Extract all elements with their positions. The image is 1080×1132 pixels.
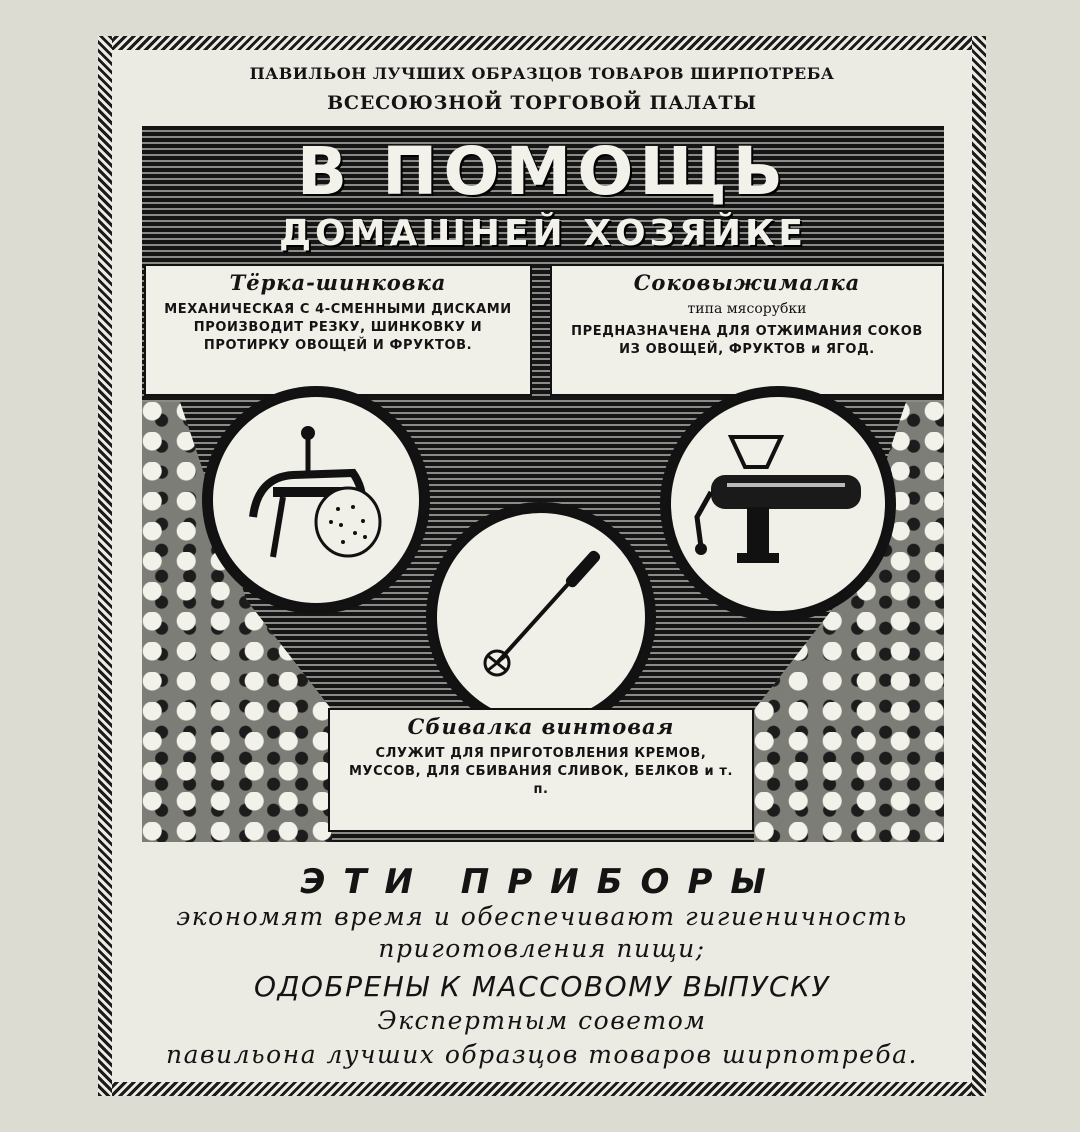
- product-subtitle: типа мясорубки: [687, 301, 807, 317]
- decorative-border-right: [972, 36, 986, 1096]
- grater-illustration: [210, 394, 422, 606]
- illustration-panel: [142, 126, 944, 842]
- poster-title: В ПОМОЩЬ: [296, 133, 790, 210]
- decorative-border-bottom: [98, 1082, 986, 1096]
- product-description: МЕХАНИЧЕСКАЯ С 4-СМЕННЫМИ ДИСКАМИ ПРОИЗВОДИТ РЕЗКУ, ШИНКОВКУ И ПРОТИРКУ ОВОЩЕЙ И ФРУКТОВ.: [164, 302, 512, 353]
- product-name: Тёрка-шинковка: [229, 270, 447, 295]
- footer-headline: ЭТИ ПРИБОРЫ: [300, 862, 784, 902]
- footer-line-3: ОДОБРЕНЫ К МАССОВОМУ ВЫПУСКУ: [254, 970, 830, 1003]
- footer-line-1: экономят время и обеспечивают гигиеничность: [176, 902, 908, 931]
- decorative-border-left: [98, 36, 112, 1096]
- whisk-icon: [437, 513, 645, 721]
- product-name: Сбивалка винтовая: [407, 714, 675, 739]
- poster-subtitle: ДОМАШНЕЙ ХОЗЯЙКЕ: [278, 213, 807, 254]
- header-line-1: ПАВИЛЬОН ЛУЧШИХ ОБРАЗЦОВ ТОВАРОВ ШИРПОТРЕБА: [249, 64, 835, 83]
- juicer-icon: [671, 397, 885, 611]
- product-description: ПРЕДНАЗНАЧЕНА ДЛЯ ОТЖИМАНИЯ СОКОВ ИЗ ОВОЩЕЙ, ФРУКТОВ и ЯГОД.: [571, 324, 923, 357]
- grater-icon: [213, 397, 419, 603]
- footer-line-4: Экспертным советом: [377, 1006, 707, 1035]
- decorative-border-top: [98, 36, 986, 50]
- footer-line-2: приготовления пищи;: [378, 934, 706, 963]
- product-description: СЛУЖИТ ДЛЯ ПРИГОТОВЛЕНИЯ КРЕМОВ, МУССОВ, ДЛЯ СБИВАНИЯ СЛИВОК, БЕЛКОВ и т. п.: [348, 746, 734, 797]
- product-name: Соковыжималка: [633, 270, 861, 295]
- juicer-illustration: [668, 394, 888, 614]
- product-box-juicer: [550, 264, 944, 396]
- header-line-2: ВСЕСОЮЗНОЙ ТОРГОВОЙ ПАЛАТЫ: [327, 92, 757, 114]
- whisk-illustration: [434, 510, 648, 724]
- product-box-grater: [144, 264, 532, 396]
- product-box-whisk: [328, 708, 754, 832]
- footer-line-5: павильона лучших образцов товаров ширпотреба.: [165, 1040, 919, 1069]
